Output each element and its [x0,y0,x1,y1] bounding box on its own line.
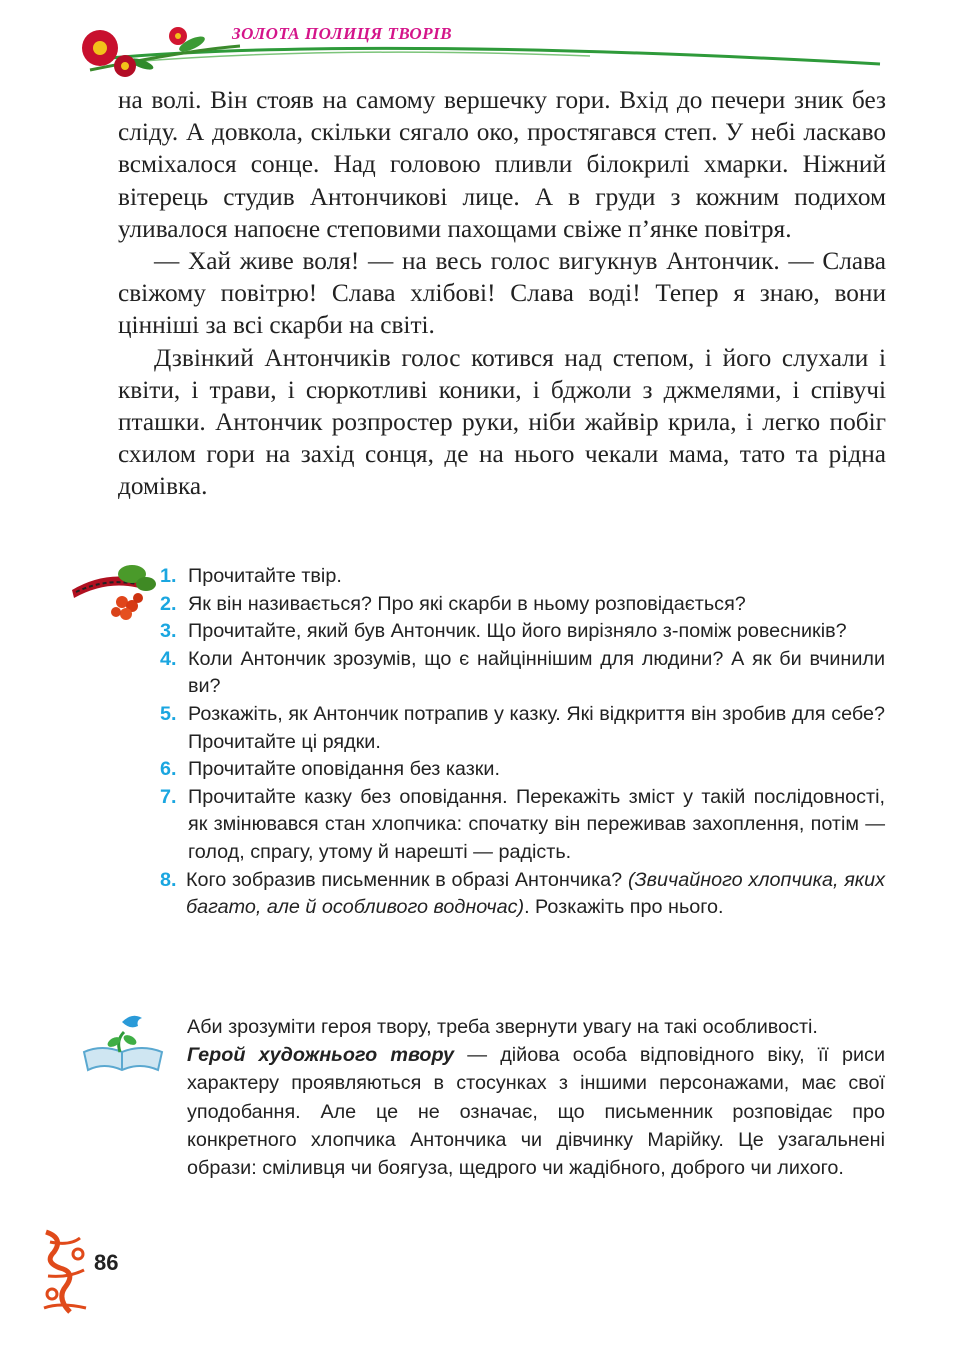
question-text-end: . Розкажіть про нього. [524,896,724,919]
question-text: Прочитайте оповідання без казки. [188,758,500,781]
question-item [160,646,885,701]
question-text: Прочитайте твір. [188,565,342,587]
question-number: 2. [160,592,177,615]
page-header [0,0,963,90]
question-number: 8. [160,868,177,891]
open-book-bird-icon [80,1012,166,1074]
viburnum-berries-icon [70,560,158,624]
story-paragraph: Дзвінкий Антончиків голос котився над степом, і його слухали і квіти, і трави, і сюркотливі коники, і бджоли з джмелями, і співучі пташки. Антончик розпростер руки, ніби жайвір крила, і легко побіг схилом гори на захід сонця, де на нього чекали мама, тато та рідна домівка. [118,343,886,501]
story-paragraph: — Хай живе воля! — на весь голос вигукнув Антончик. — Слава свіжому повітрю! Слава хлібові! Слава воді! Тепер я знаю, вони цінніші за всі скарби на світі. [118,247,886,340]
question-number: 1. [160,565,177,587]
questions-list [160,563,885,922]
question-item [160,784,885,867]
question-number: 5. [160,702,177,725]
header-title: ЗОЛОТА ПОЛИЦЯ ТВОРІВ [232,24,453,43]
info-term: Герой художнього твору [187,1044,455,1067]
red-flowers-icon [70,16,890,82]
question-item [160,563,885,591]
question-text-start: Кого зобразив письменник в образі Антончика? [186,868,628,891]
question-number: 4. [160,647,177,670]
question-item [160,756,885,784]
question-item [160,618,885,646]
question-item [160,591,885,619]
question-item [160,701,885,756]
question-number: 3. [160,620,177,643]
question-hint: (Звичайного хлопчика, яких багато, але й особливого водночас) [186,868,885,919]
question-number: 7. [160,785,177,808]
question-text: Як він називається? Про які скарби в ньому розповідається? [188,592,746,615]
question-text: Прочитайте казку без оповідання. Перекажіть зміст у такій послідовності, як змінювався стан хлопчика: спочатку він переживав захоплення, потім — голод, спрагу, утому й нарешті — радість. [188,785,885,863]
page-number: 86 [94,1250,119,1275]
question-number: 6. [160,758,177,781]
info-definition: — дійова особа відповідного віку, її риси характеру проявляються в стосунках з іншими персонажами, має свої уподобання. Але це не означає, що письменник розповідає про конкретного хлопчика Антончика чи дівчинку Марійку. Це узагальнені образи: сміливця чи боягуза, щедрого чи жадібного, доброго чи лихого. [187,1044,885,1180]
question-text [186,867,885,922]
question-text: Коли Антончик зрозумів, що є найціннішим для людини? А як би вчинили ви? [188,647,885,698]
info-intro: Аби зрозуміти героя твору, треба звернути увагу на такі особливості. [187,1016,818,1038]
question-text: Розкажіть, як Антончик потрапив у казку. Які відкриття він зробив для себе? Прочитайте ці рядки. [188,702,885,753]
story-text [118,84,886,503]
question-text: Прочитайте, який був Антончик. Що його вирізняло з-поміж ровесників? [188,620,847,643]
info-box [187,1013,885,1182]
story-paragraph: на волі. Він стояв на самому вершечку гори. Вхід до печери зник без сліду. А довкола, скільки сягало око, простягався степ. У небі ласкаво всміхалося сонце. Над головою пливли білокрилі хмарки. Ніжний вітерець студив Антончикові лице. А в груди з кожним подихом уливалося напоєне степовими пахощами свіже п’янке повітря. [118,86,886,243]
ornament-corner-icon [40,1228,92,1318]
info-definition-paragraph [187,1041,885,1182]
question-item [160,867,885,922]
